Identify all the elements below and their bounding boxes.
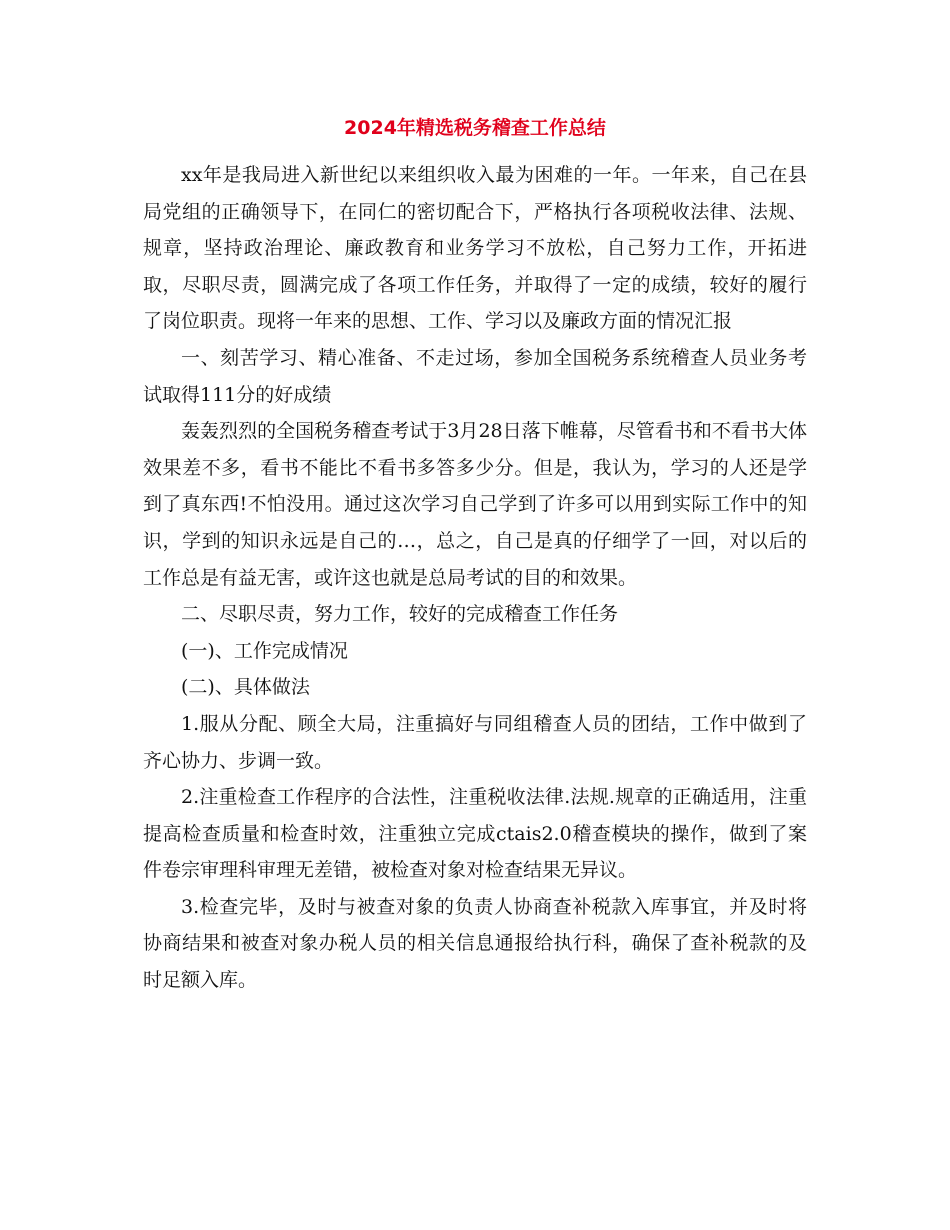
paragraph-section-two-heading: 二、尽职尽责，努力工作，较好的完成稽查工作任务 <box>181 603 619 626</box>
paragraph-subsection-one: (一)、工作完成情况 <box>181 639 348 662</box>
paragraph-item-three: 3.检查完毕，及时与被查对象的负责人协商查补税款入库事宜，并及时将协商结果和被查对象办税人员的相关信息通报给执行科，确保了查补税款的及时足额入库。 <box>143 895 807 992</box>
paragraph-item-one: 1.服从分配、顾全大局，注重搞好与同组稽查人员的团结，工作中做到了齐心协力、步调一致。 <box>143 712 807 772</box>
document-title: 2024年精选税务稽查工作总结 <box>344 117 606 139</box>
paragraph-subsection-two: (二)、具体做法 <box>181 676 310 699</box>
paragraph-item-two: 2.注重检查工作程序的合法性，注重税收法律.法规.规章的正确适用，注重提高检查质量和检查时效，注重独立完成ctais2.0稽查模块的操作，做到了案件卷宗审理科审理无差错，被检查对象对检查结果无异议。 <box>143 786 807 882</box>
paragraph-intro: xx年是我局进入新世纪以来组织收入最为困难的一年。一年来，自己在县局党组的正确领导下，在同仁的密切配合下，严格执行各项税收法律、法规、规章，坚持政治理论、廉政教育和业务学习不放松，自己努力工作，开拓进取，尽职尽责，圆满完成了各项工作任务，并取得了一定的成绩，较好的履行了岗位职责。现将一年来的思想、工作、学习以及廉政方面的情况汇报 <box>143 164 807 333</box>
paragraph-section-one-heading: 一、刻苦学习、精心准备、不走过场，参加全国税务系统稽查人员业务考试取得111分的好成绩 <box>143 346 807 406</box>
paragraph-exam: 轰轰烈烈的全国税务稽查考试于3月28日落下帷幕，尽管看书和不看书大体效果差不多，看书不能比不看书多答多少分。但是，我认为，学习的人还是学到了真东西!不怕没用。通过这次学习自己学到了许多可以用到实际工作中的知识，学到的知识永远是自己的…，总之，自己是真的仔细学了一回，对以后的工作总是有益无害，或许这也就是总局考试的目的和效果。 <box>143 420 807 589</box>
document-body <box>143 157 807 999</box>
